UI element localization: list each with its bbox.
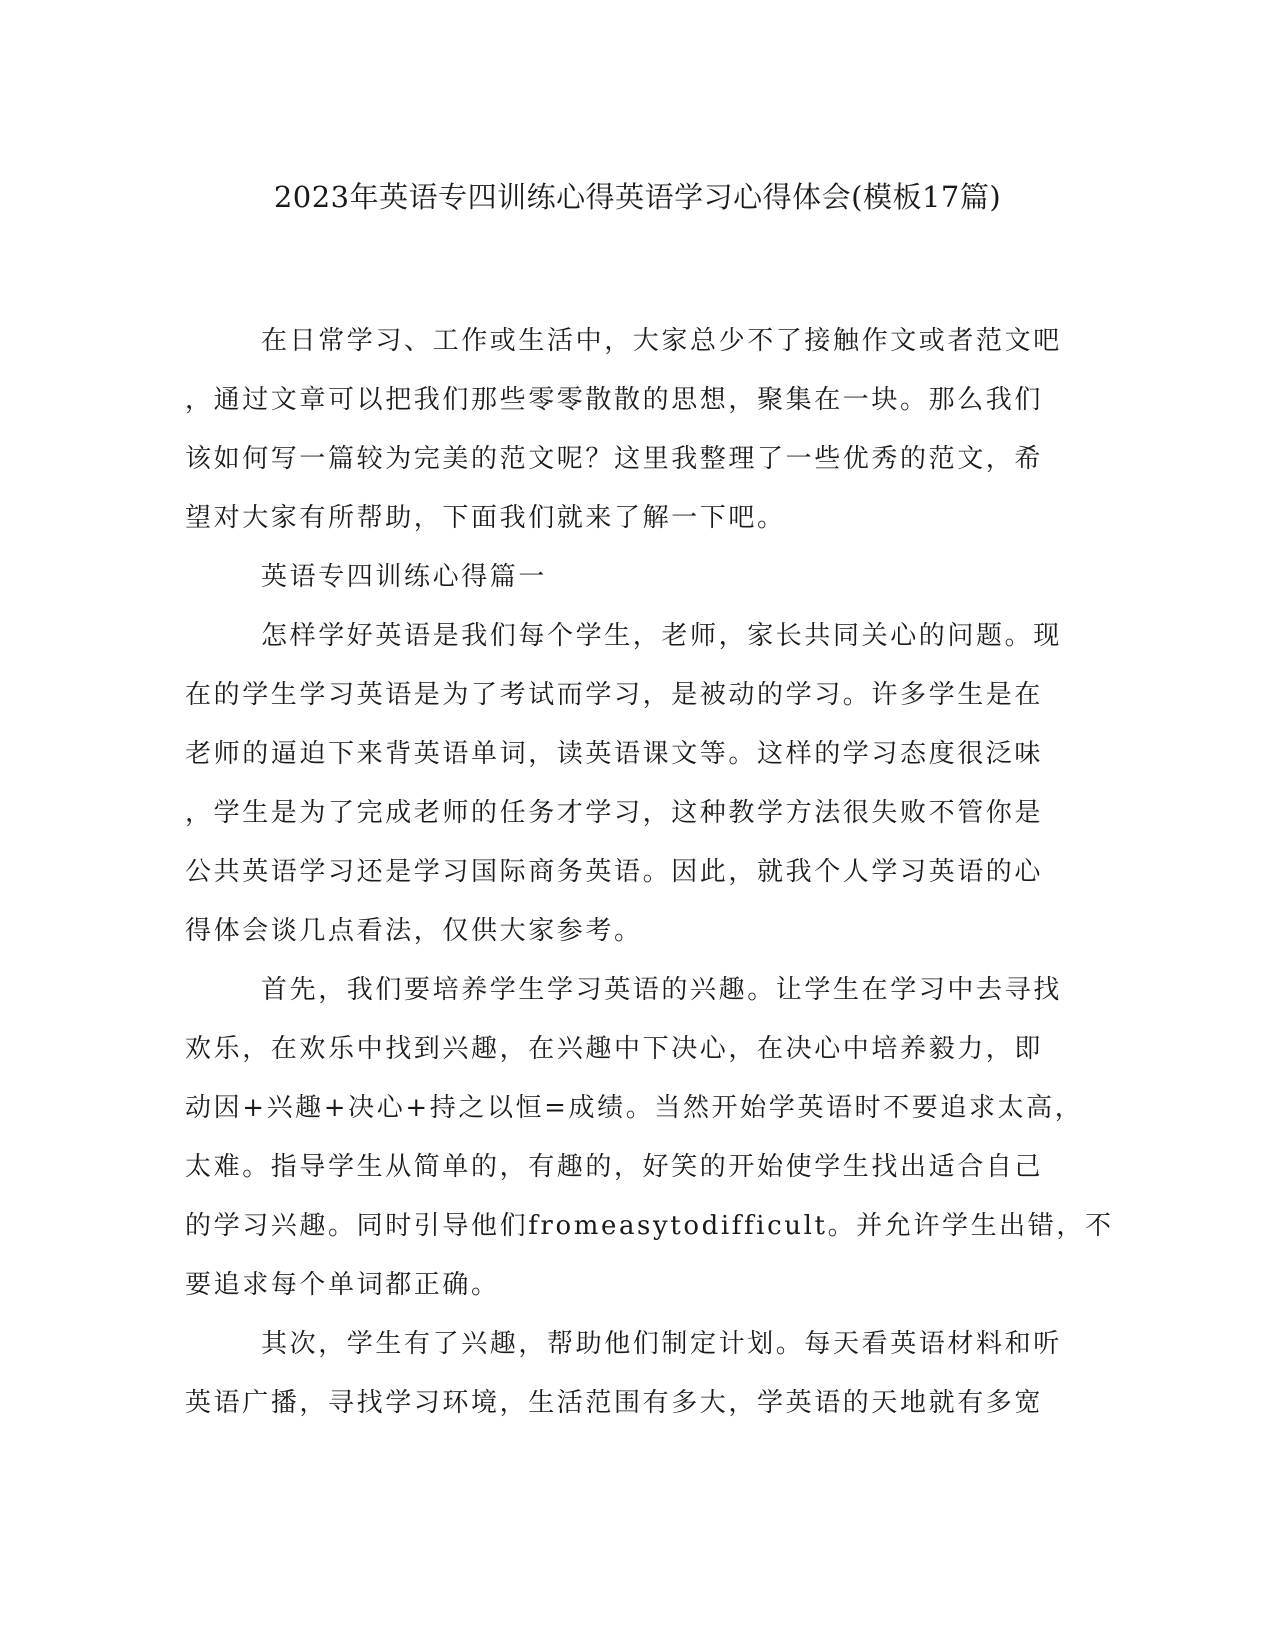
paragraph-line: 动因+兴趣+决心+持之以恒=成绩。当然开始学英语时不要追求太高， <box>185 1093 1084 1123</box>
paragraph-line: 怎样学好英语是我们每个学生，老师，家长共同关心的问题。现 <box>261 621 1062 651</box>
document-title: 2023年英语专四训练心得英语学习心得体会(模板17篇) <box>273 180 1002 214</box>
paragraph-line: 欢乐，在欢乐中找到兴趣，在兴趣中下决心，在决心中培养毅力，即 <box>185 1034 1044 1064</box>
paragraph-line: 太难。指导学生从简单的，有趣的，好笑的开始使学生找出适合自己 <box>185 1152 1044 1182</box>
paragraph-line: 在的学生学习英语是为了考试而学习，是被动的学习。许多学生是在 <box>185 680 1044 710</box>
document-body <box>185 312 1114 1433</box>
paragraph-line: 首先，我们要培养学生学习英语的兴趣。让学生在学习中去寻找 <box>261 975 1062 1005</box>
paragraph-line: 望对大家有所帮助，下面我们就来了解一下吧。 <box>185 503 786 533</box>
paragraph-line: 英语广播，寻找学习环境，生活范围有多大，学英语的天地就有多宽 <box>185 1388 1044 1418</box>
section-heading: 英语专四训练心得篇一 <box>261 562 548 592</box>
paragraph-line: 老师的逼迫下来背英语单词，读英语课文等。这样的学习态度很泛味 <box>185 739 1044 769</box>
paragraph-line: 在日常学习、工作或生活中，大家总少不了接触作文或者范文吧 <box>261 326 1062 356</box>
paragraph-line: 其次，学生有了兴趣，帮助他们制定计划。每天看英语材料和听 <box>261 1329 1062 1359</box>
paragraph-line: 得体会谈几点看法，仅供大家参考。 <box>185 916 643 946</box>
paragraph-line: ，学生是为了完成老师的任务才学习，这种教学方法很失败不管你是 <box>185 798 1044 828</box>
paragraph-line: 的学习兴趣。同时引导他们fromeasytodifficult。并允许学生出错，不 <box>185 1211 1114 1241</box>
paragraph-line: 该如何写一篇较为完美的范文呢？这里我整理了一些优秀的范文，希 <box>185 444 1044 474</box>
paragraph-line: ，通过文章可以把我们那些零零散散的思想，聚集在一块。那么我们 <box>185 385 1044 415</box>
paragraph-line: 公共英语学习还是学习国际商务英语。因此，就我个人学习英语的心 <box>185 857 1044 887</box>
paragraph-line: 要追求每个单词都正确。 <box>185 1270 500 1300</box>
